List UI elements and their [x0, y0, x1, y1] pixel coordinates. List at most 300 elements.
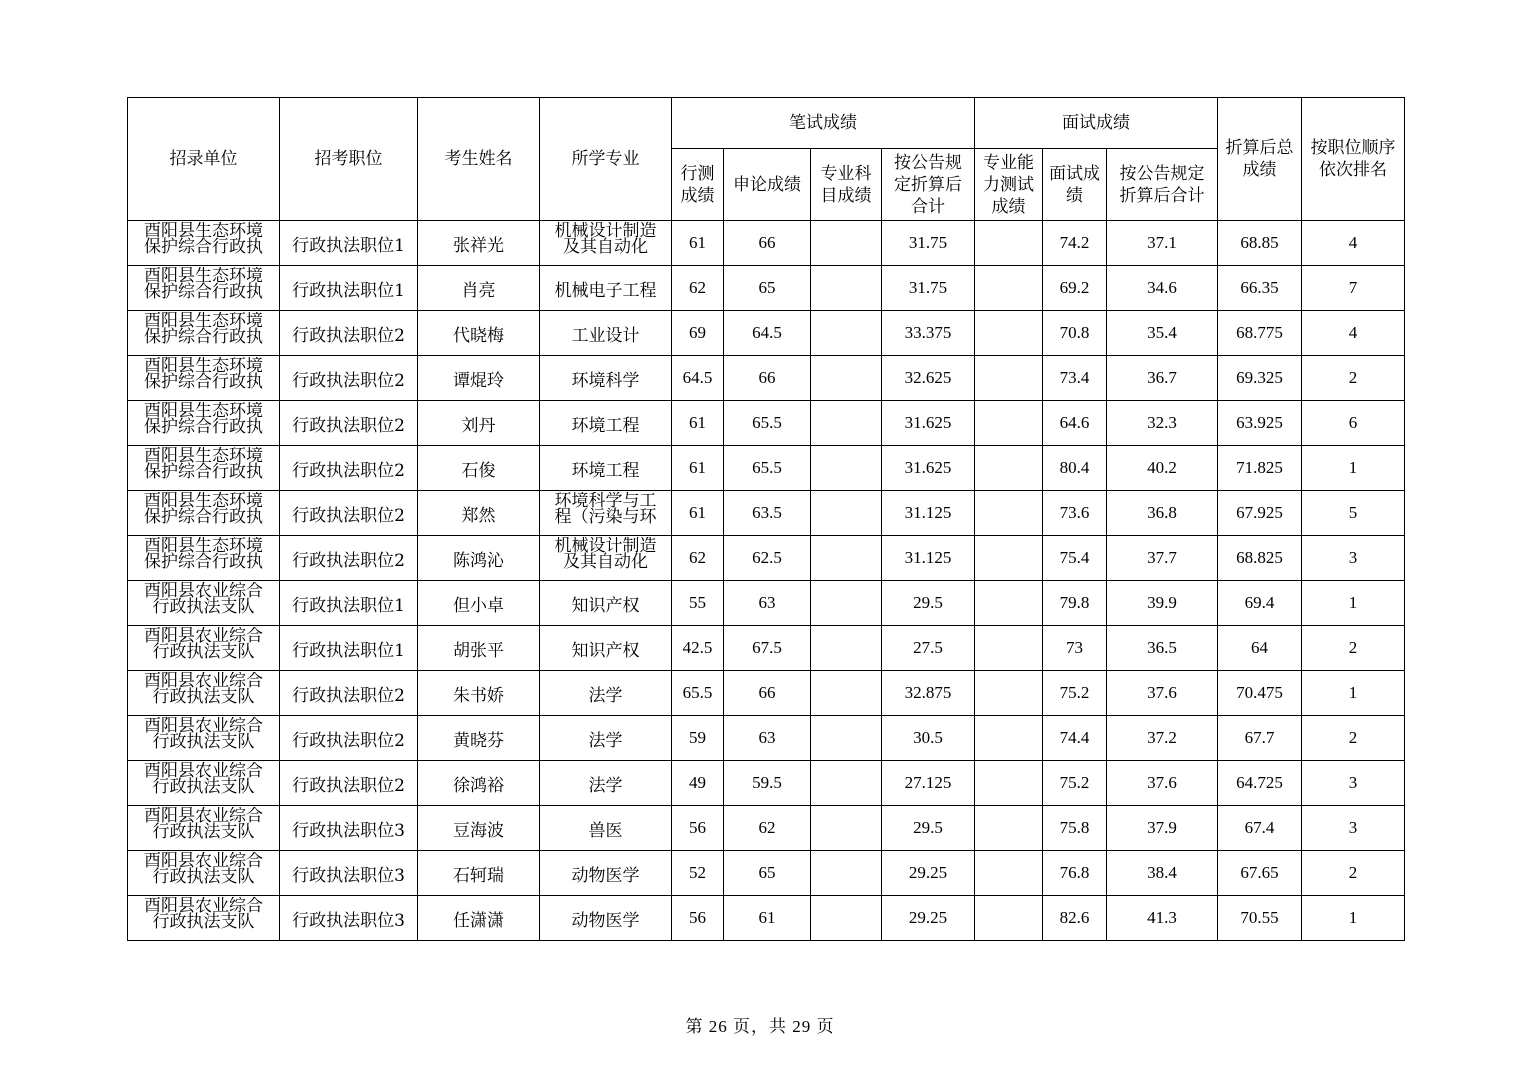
- table-row: [128, 446, 1405, 491]
- cell-xingce: 59: [672, 716, 724, 761]
- cell-major: 动物医学: [540, 896, 672, 941]
- header-xingce: [672, 149, 724, 221]
- header-total: [1218, 98, 1302, 221]
- cell-unit: [128, 671, 280, 716]
- cell-total: 63.925: [1218, 401, 1302, 446]
- cell-major-line: 及其自动化: [563, 551, 648, 572]
- cell-interview: 79.8: [1043, 581, 1107, 626]
- cell-shenlun: 64.5: [724, 311, 811, 356]
- cell-interview-total: 37.9: [1107, 806, 1218, 851]
- table-row: [128, 896, 1405, 941]
- cell-rank: 1: [1302, 581, 1405, 626]
- cell-rank: 1: [1302, 446, 1405, 491]
- cell-interview-total: 37.1: [1107, 221, 1218, 266]
- cell-major: 法学: [540, 716, 672, 761]
- cell-major: 环境工程: [540, 401, 672, 446]
- cell-ability: [975, 896, 1043, 941]
- cell-rank: 4: [1302, 221, 1405, 266]
- cell-shenlun: 66: [724, 356, 811, 401]
- cell-interview-total: 37.7: [1107, 536, 1218, 581]
- cell-written-total: 32.625: [882, 356, 975, 401]
- cell-major: 机械电子工程: [540, 266, 672, 311]
- cell-written-total: 27.5: [882, 626, 975, 671]
- cell-unit-line: 行政执法支队: [152, 596, 255, 617]
- cell-special: [811, 761, 882, 806]
- cell-unit-line: 行政执法支队: [152, 911, 255, 932]
- cell-xingce: 52: [672, 851, 724, 896]
- cell-unit-wrap: [128, 402, 279, 445]
- cell-xingce: 61: [672, 401, 724, 446]
- cell-xingce: 61: [672, 446, 724, 491]
- header-special: [811, 149, 882, 221]
- cell-unit-wrap: [128, 897, 279, 940]
- cell-unit-wrap: [128, 537, 279, 580]
- cell-unit-wrap: [128, 807, 279, 850]
- cell-rank: 5: [1302, 491, 1405, 536]
- cell-xingce: 56: [672, 896, 724, 941]
- cell-position: 行政执法职位2: [280, 491, 418, 536]
- cell-rank: 1: [1302, 896, 1405, 941]
- table-row: [128, 716, 1405, 761]
- cell-unit-line: 酉阳县农业综合: [144, 581, 263, 601]
- cell-interview-total: 37.6: [1107, 761, 1218, 806]
- cell-written-total: 33.375: [882, 311, 975, 356]
- cell-ability: [975, 221, 1043, 266]
- cell-position: 行政执法职位1: [280, 581, 418, 626]
- table-row: [128, 761, 1405, 806]
- cell-interview-total: 32.3: [1107, 401, 1218, 446]
- cell-xingce: 64.5: [672, 356, 724, 401]
- cell-ability: [975, 446, 1043, 491]
- header-rank-line: 依次排名: [1319, 160, 1387, 180]
- cell-unit-line: 行政执法支队: [152, 821, 255, 842]
- cell-unit-line: 行政执法支队: [152, 866, 255, 887]
- cell-xingce: 62: [672, 266, 724, 311]
- cell-rank: 7: [1302, 266, 1405, 311]
- header-line: 行测: [680, 163, 715, 184]
- cell-interview: 64.6: [1043, 401, 1107, 446]
- cell-unit: [128, 626, 280, 671]
- cell-interview: 74.2: [1043, 221, 1107, 266]
- table-row: [128, 536, 1405, 581]
- cell-interview-total: 34.6: [1107, 266, 1218, 311]
- cell-xingce: 55: [672, 581, 724, 626]
- cell-xingce: 56: [672, 806, 724, 851]
- cell-special: [811, 221, 882, 266]
- cell-shenlun: 63: [724, 716, 811, 761]
- cell-special: [811, 896, 882, 941]
- cell-major-wrap: [540, 537, 671, 580]
- table-row: [128, 851, 1405, 896]
- cell-xingce: 61: [672, 491, 724, 536]
- cell-unit: [128, 446, 280, 491]
- cell-unit-line: 行政执法支队: [152, 731, 255, 752]
- cell-name: 肖亮: [418, 266, 540, 311]
- cell-position: 行政执法职位2: [280, 536, 418, 581]
- table-row: [128, 626, 1405, 671]
- cell-written-total: 29.5: [882, 581, 975, 626]
- cell-unit: [128, 401, 280, 446]
- cell-interview-total: 41.3: [1107, 896, 1218, 941]
- cell-position: 行政执法职位3: [280, 851, 418, 896]
- cell-interview-total: 36.7: [1107, 356, 1218, 401]
- cell-unit: [128, 851, 280, 896]
- header-interview-score: [1043, 149, 1107, 221]
- cell-unit-wrap: [128, 267, 279, 310]
- cell-shenlun: 62: [724, 806, 811, 851]
- cell-special: [811, 266, 882, 311]
- cell-unit-line: 行政执法支队: [152, 641, 255, 662]
- header-total-line: 折算后总: [1225, 138, 1294, 158]
- cell-position: 行政执法职位2: [280, 761, 418, 806]
- cell-total: 70.475: [1218, 671, 1302, 716]
- header-name: 考生姓名: [418, 98, 540, 221]
- cell-unit-wrap: [128, 312, 279, 355]
- table-row: [128, 581, 1405, 626]
- cell-special: [811, 401, 882, 446]
- cell-special: [811, 311, 882, 356]
- cell-unit-line: 酉阳县农业综合: [144, 761, 263, 781]
- cell-written-total: 31.75: [882, 266, 975, 311]
- cell-name: 石俊: [418, 446, 540, 491]
- cell-shenlun: 61: [724, 896, 811, 941]
- cell-unit-line: 保护综合行政执: [144, 416, 263, 437]
- cell-interview: 69.2: [1043, 266, 1107, 311]
- cell-major-line: 机械设计制造: [554, 221, 657, 241]
- cell-interview-total: 36.8: [1107, 491, 1218, 536]
- cell-major: 知识产权: [540, 626, 672, 671]
- cell-name: 豆海波: [418, 806, 540, 851]
- cell-special: [811, 536, 882, 581]
- cell-ability: [975, 401, 1043, 446]
- header-rank-line: 按职位顺序: [1310, 138, 1396, 158]
- cell-unit: [128, 761, 280, 806]
- cell-shenlun: 67.5: [724, 626, 811, 671]
- table-row: [128, 401, 1405, 446]
- cell-interview: 74.4: [1043, 716, 1107, 761]
- cell-unit-line: 酉阳县生态环境: [144, 266, 263, 286]
- cell-written-total: 32.875: [882, 671, 975, 716]
- cell-ability: [975, 626, 1043, 671]
- cell-position: 行政执法职位3: [280, 896, 418, 941]
- header-position: 招考职位: [280, 98, 418, 221]
- cell-ability: [975, 356, 1043, 401]
- cell-interview-total: 40.2: [1107, 446, 1218, 491]
- cell-ability: [975, 491, 1043, 536]
- header-written: 笔试成绩: [672, 98, 975, 149]
- cell-total: 67.65: [1218, 851, 1302, 896]
- current-page-number: 26: [708, 1017, 728, 1036]
- cell-rank: 2: [1302, 716, 1405, 761]
- cell-unit-line: 酉阳县农业综合: [144, 671, 263, 691]
- cell-shenlun: 65.5: [724, 446, 811, 491]
- cell-xingce: 61: [672, 221, 724, 266]
- cell-written-total: 29.5: [882, 806, 975, 851]
- header-line: 专业能: [983, 152, 1034, 173]
- cell-ability: [975, 581, 1043, 626]
- cell-special: [811, 716, 882, 761]
- cell-unit-line: 保护综合行政执: [144, 506, 263, 527]
- cell-interview-total: 38.4: [1107, 851, 1218, 896]
- cell-unit: [128, 311, 280, 356]
- header-line: 折算后合计: [1119, 185, 1205, 206]
- cell-xingce: 69: [672, 311, 724, 356]
- cell-unit: [128, 806, 280, 851]
- cell-interview-total: 37.6: [1107, 671, 1218, 716]
- cell-major-line: 及其自动化: [563, 236, 648, 257]
- cell-position: 行政执法职位3: [280, 806, 418, 851]
- footer-middle: 页，共: [733, 1017, 787, 1036]
- cell-unit-wrap: [128, 627, 279, 670]
- cell-name: 黄晓芬: [418, 716, 540, 761]
- cell-xingce: 62: [672, 536, 724, 581]
- cell-written-total: 29.25: [882, 896, 975, 941]
- header-line: 定折算后: [894, 174, 962, 195]
- cell-major: 法学: [540, 671, 672, 716]
- cell-rank: 2: [1302, 851, 1405, 896]
- cell-unit: [128, 356, 280, 401]
- cell-position: 行政执法职位1: [280, 266, 418, 311]
- cell-unit-wrap: [128, 762, 279, 805]
- cell-major: 动物医学: [540, 851, 672, 896]
- cell-special: [811, 581, 882, 626]
- cell-interview-total: 35.4: [1107, 311, 1218, 356]
- cell-position: 行政执法职位2: [280, 311, 418, 356]
- cell-written-total: 27.125: [882, 761, 975, 806]
- header-line: 按公告规: [894, 152, 962, 173]
- cell-rank: 4: [1302, 311, 1405, 356]
- cell-position: 行政执法职位2: [280, 671, 418, 716]
- cell-unit-wrap: [128, 582, 279, 625]
- cell-unit-wrap: [128, 447, 279, 490]
- cell-name: 胡张平: [418, 626, 540, 671]
- cell-unit-wrap: [128, 492, 279, 535]
- cell-rank: 3: [1302, 536, 1405, 581]
- cell-major: [540, 491, 672, 536]
- cell-interview-total: 37.2: [1107, 716, 1218, 761]
- cell-total: 66.35: [1218, 266, 1302, 311]
- cell-unit-line: 酉阳县生态环境: [144, 356, 263, 376]
- cell-position: 行政执法职位2: [280, 716, 418, 761]
- cell-shenlun: 65.5: [724, 401, 811, 446]
- cell-total: 70.55: [1218, 896, 1302, 941]
- cell-ability: [975, 851, 1043, 896]
- cell-position: 行政执法职位1: [280, 626, 418, 671]
- cell-written-total: 29.25: [882, 851, 975, 896]
- cell-special: [811, 356, 882, 401]
- cell-unit-line: 保护综合行政执: [144, 281, 263, 302]
- cell-unit: [128, 221, 280, 266]
- cell-name: 代晓梅: [418, 311, 540, 356]
- cell-unit-line: 酉阳县生态环境: [144, 446, 263, 466]
- header-ability: [975, 149, 1043, 221]
- cell-unit-line: 酉阳县农业综合: [144, 896, 263, 916]
- cell-special: [811, 626, 882, 671]
- table-row: [128, 266, 1405, 311]
- cell-xingce: 65.5: [672, 671, 724, 716]
- cell-name: 陈鸿沁: [418, 536, 540, 581]
- cell-name: 石轲瑞: [418, 851, 540, 896]
- header-line: 绩: [1066, 185, 1083, 206]
- header-line: 合计: [911, 196, 945, 217]
- cell-unit: [128, 896, 280, 941]
- cell-unit-line: 酉阳县生态环境: [144, 536, 263, 556]
- cell-unit-wrap: [128, 717, 279, 760]
- cell-total: 67.7: [1218, 716, 1302, 761]
- header-total-line: 成绩: [1242, 160, 1277, 180]
- cell-special: [811, 491, 882, 536]
- cell-unit-line: 保护综合行政执: [144, 326, 263, 347]
- header-unit: 招录单位: [128, 98, 280, 221]
- cell-major-line: 机械设计制造: [554, 536, 657, 556]
- cell-name: 但小卓: [418, 581, 540, 626]
- header-line: 目成绩: [820, 185, 872, 206]
- cell-unit-line: 保护综合行政执: [144, 461, 263, 482]
- cell-unit-line: 酉阳县农业综合: [144, 626, 263, 646]
- table-body: [128, 221, 1405, 941]
- cell-rank: 1: [1302, 671, 1405, 716]
- cell-special: [811, 806, 882, 851]
- cell-interview: 75.4: [1043, 536, 1107, 581]
- cell-ability: [975, 806, 1043, 851]
- cell-rank: 2: [1302, 626, 1405, 671]
- cell-ability: [975, 671, 1043, 716]
- cell-special: [811, 671, 882, 716]
- cell-total: 68.775: [1218, 311, 1302, 356]
- cell-shenlun: 59.5: [724, 761, 811, 806]
- cell-ability: [975, 311, 1043, 356]
- cell-name: 张祥光: [418, 221, 540, 266]
- cell-interview: 70.8: [1043, 311, 1107, 356]
- score-table: [127, 97, 1405, 941]
- cell-unit-line: 保护综合行政执: [144, 371, 263, 392]
- header-shenlun: 申论成绩: [724, 149, 811, 221]
- cell-special: [811, 446, 882, 491]
- cell-ability: [975, 266, 1043, 311]
- cell-written-total: 31.125: [882, 536, 975, 581]
- header-interview-converted: [1107, 149, 1218, 221]
- cell-written-total: 30.5: [882, 716, 975, 761]
- cell-interview-total: 36.5: [1107, 626, 1218, 671]
- header-written-converted: [882, 149, 975, 221]
- header-major: 所学专业: [540, 98, 672, 221]
- cell-major: 环境工程: [540, 446, 672, 491]
- cell-major: [540, 536, 672, 581]
- cell-unit-line: 酉阳县生态环境: [144, 401, 263, 421]
- cell-written-total: 31.625: [882, 401, 975, 446]
- cell-rank: 2: [1302, 356, 1405, 401]
- cell-written-total: 31.125: [882, 491, 975, 536]
- cell-unit-wrap: [128, 852, 279, 895]
- table-row: [128, 311, 1405, 356]
- page-footer: [0, 1012, 1520, 1037]
- cell-major: 兽医: [540, 806, 672, 851]
- cell-unit-line: 保护综合行政执: [144, 551, 263, 572]
- cell-position: 行政执法职位2: [280, 356, 418, 401]
- cell-major: 法学: [540, 761, 672, 806]
- cell-unit-line: 酉阳县农业综合: [144, 716, 263, 736]
- cell-name: 郑然: [418, 491, 540, 536]
- cell-name: 谭焜玲: [418, 356, 540, 401]
- cell-total: 64: [1218, 626, 1302, 671]
- header-line: 成绩: [991, 196, 1026, 217]
- cell-unit-wrap: [128, 357, 279, 400]
- cell-special: [811, 851, 882, 896]
- cell-shenlun: 62.5: [724, 536, 811, 581]
- cell-unit-line: 酉阳县生态环境: [144, 311, 263, 331]
- cell-major: 知识产权: [540, 581, 672, 626]
- cell-major: [540, 221, 672, 266]
- cell-total: 71.825: [1218, 446, 1302, 491]
- cell-xingce: 49: [672, 761, 724, 806]
- header-line: 按公告规定: [1119, 163, 1205, 184]
- cell-shenlun: 63: [724, 581, 811, 626]
- cell-unit-wrap: [128, 222, 279, 265]
- cell-written-total: 31.625: [882, 446, 975, 491]
- cell-interview: 82.6: [1043, 896, 1107, 941]
- cell-ability: [975, 716, 1043, 761]
- cell-unit-line: 酉阳县生态环境: [144, 221, 263, 241]
- cell-ability: [975, 761, 1043, 806]
- cell-shenlun: 65: [724, 851, 811, 896]
- header-line: 专业科: [820, 163, 872, 184]
- cell-unit: [128, 266, 280, 311]
- cell-interview: 73.6: [1043, 491, 1107, 536]
- cell-unit: [128, 581, 280, 626]
- cell-unit: [128, 716, 280, 761]
- cell-unit-line: 酉阳县农业综合: [144, 851, 263, 871]
- cell-position: 行政执法职位2: [280, 401, 418, 446]
- cell-unit: [128, 491, 280, 536]
- cell-major: 工业设计: [540, 311, 672, 356]
- footer-prefix: 第: [685, 1017, 704, 1036]
- cell-shenlun: 63.5: [724, 491, 811, 536]
- cell-total: 68.85: [1218, 221, 1302, 266]
- table-row: [128, 491, 1405, 536]
- cell-unit-line: 行政执法支队: [152, 686, 255, 707]
- total-page-count: 29: [792, 1017, 812, 1036]
- cell-unit-wrap: [128, 672, 279, 715]
- cell-name: 徐鸿裕: [418, 761, 540, 806]
- cell-major-wrap: [540, 222, 671, 265]
- cell-name: 刘丹: [418, 401, 540, 446]
- cell-position: 行政执法职位1: [280, 221, 418, 266]
- header-line: 面试成: [1049, 163, 1100, 184]
- cell-name: 朱书娇: [418, 671, 540, 716]
- cell-interview: 75.8: [1043, 806, 1107, 851]
- cell-interview: 75.2: [1043, 761, 1107, 806]
- cell-shenlun: 66: [724, 221, 811, 266]
- cell-shenlun: 65: [724, 266, 811, 311]
- cell-rank: 3: [1302, 761, 1405, 806]
- cell-unit-line: 保护综合行政执: [144, 236, 263, 257]
- cell-total: 69.325: [1218, 356, 1302, 401]
- table-row: [128, 806, 1405, 851]
- cell-interview-total: 39.9: [1107, 581, 1218, 626]
- cell-total: 68.825: [1218, 536, 1302, 581]
- cell-ability: [975, 536, 1043, 581]
- header-line: 成绩: [680, 185, 715, 206]
- table-row: [128, 356, 1405, 401]
- header-rank: [1302, 98, 1405, 221]
- cell-position: 行政执法职位2: [280, 446, 418, 491]
- cell-unit-line: 行政执法支队: [152, 776, 255, 797]
- cell-total: 64.725: [1218, 761, 1302, 806]
- cell-major-wrap: [540, 492, 671, 535]
- cell-interview: 73.4: [1043, 356, 1107, 401]
- cell-major-line: 程（污染与环: [554, 506, 657, 527]
- cell-rank: 3: [1302, 806, 1405, 851]
